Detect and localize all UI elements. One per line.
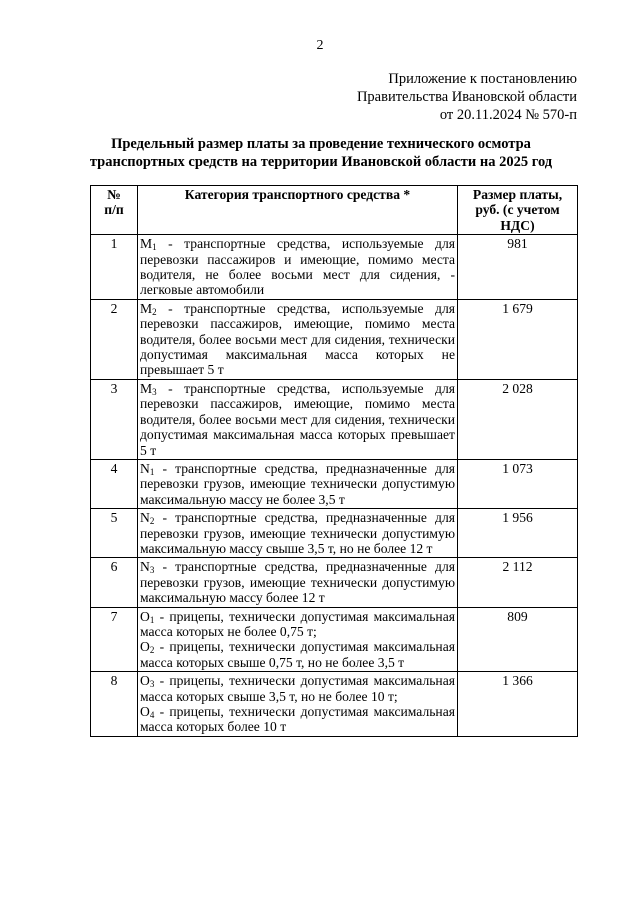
category-code-index: 1	[149, 466, 155, 477]
row-number: 3	[91, 379, 138, 459]
appendix-header	[357, 70, 577, 124]
row-category	[138, 235, 458, 300]
row-number: 5	[91, 509, 138, 558]
row-category	[138, 672, 458, 737]
row-category	[138, 459, 458, 508]
row-price: 2 112	[458, 558, 578, 607]
header-price-line-3: НДС)	[500, 217, 535, 233]
category-description: - транспортные средства, используемые для перевозки пассажиров и имеющие, помимо места водителя, не более восьми мест для сидения, - легковые автомобили	[140, 236, 455, 298]
table-row	[91, 558, 578, 607]
appendix-line-2: Правительства Ивановской области	[356, 89, 577, 105]
row-number: 4	[91, 459, 138, 508]
category-description: - транспортные средства, предназначенные для перевозки грузов, имеющие технически допустимую максимальную массу свыше 3,5 т, но не более 12 т	[140, 510, 455, 556]
category-description: - транспортные средства, используемые для перевозки пассажиров, имеющие, помимо места водителя, более восьми мест для сидения, технически допустимая максимальная масса которых не превышает 5 т	[140, 300, 455, 378]
row-price: 2 028	[458, 379, 578, 459]
row-number: 7	[91, 607, 138, 672]
category-code: M	[140, 300, 153, 316]
category-description: - прицепы, технически допустимая максимальная масса которых не более 0,75 т;	[140, 608, 455, 639]
row-category	[138, 509, 458, 558]
category-code-index: 3	[152, 386, 157, 397]
table-row	[91, 607, 578, 672]
category-code: O	[140, 704, 150, 719]
header-category: Категория транспортного средства *	[138, 186, 458, 235]
category-description: - транспортные средства, предназначенные для перевозки грузов, имеющие технически допустимую максимальную массу более 12 т	[140, 559, 455, 606]
category-paragraph	[140, 236, 455, 298]
category-code-index: 2	[149, 645, 155, 656]
header-price	[458, 186, 578, 235]
category-code-index: 2	[149, 516, 155, 527]
category-paragraph	[140, 510, 455, 556]
category-code-index: 4	[149, 710, 155, 720]
category-description: - прицепы, технически допустимая максимальная масса которых более 10 т	[140, 704, 455, 735]
category-code: O	[140, 608, 150, 624]
tariff-table	[90, 185, 578, 737]
category-code: N	[140, 510, 150, 526]
category-description: - транспортные средства, предназначенные для перевозки грузов, имеющие технически допустимую максимальную массу не более 3,5 т	[140, 460, 455, 507]
category-code-index: 3	[149, 565, 155, 576]
category-description: - прицепы, технически допустимая максимальная масса которых свыше 0,75 т, но не более 3,5 т	[140, 639, 455, 670]
row-price: 1 679	[458, 299, 578, 379]
category-paragraph	[140, 461, 455, 507]
table-row	[91, 379, 578, 459]
row-number: 6	[91, 558, 138, 607]
header-number	[91, 186, 138, 235]
table-row	[91, 672, 578, 737]
row-category	[138, 558, 458, 607]
category-code-index: 1	[149, 614, 155, 625]
title-line-1: Предельный размер платы за проведение технического осмотра	[111, 136, 531, 152]
appendix-line-1: Приложение к постановлению	[388, 71, 577, 87]
row-number: 2	[91, 299, 138, 379]
header-price-line-1: Размер платы,	[472, 187, 563, 202]
table-row	[91, 509, 578, 558]
row-price: 809	[458, 607, 578, 672]
category-paragraph	[140, 559, 455, 605]
category-code: M	[140, 236, 153, 252]
row-number: 1	[91, 235, 138, 300]
header-number-line-1: №	[107, 187, 121, 202]
table-header-row	[91, 186, 578, 235]
row-category	[138, 607, 458, 672]
page-number: 2	[316, 38, 324, 53]
category-code-index: 1	[152, 242, 157, 253]
header-number-line-2: п/п	[104, 202, 124, 218]
category-paragraph	[140, 673, 455, 704]
category-code: M	[140, 380, 153, 396]
category-paragraph	[140, 381, 455, 458]
category-code: O	[140, 673, 150, 689]
category-paragraph	[140, 704, 455, 735]
category-code: N	[140, 559, 150, 575]
table-body	[91, 235, 578, 737]
category-code: N	[140, 460, 150, 476]
row-price: 981	[458, 235, 578, 300]
row-category	[138, 379, 458, 459]
row-price: 1 366	[458, 672, 578, 737]
title-line-2: транспортных средств на территории Ивановской области на 2025 год	[89, 154, 553, 170]
appendix-line-3: от 20.11.2024 № 570-п	[439, 107, 577, 123]
table-row	[91, 459, 578, 508]
table-row	[91, 235, 578, 300]
category-description: - прицепы, технически допустимая максимальная масса которых свыше 3,5 т, но не более 10 т;	[140, 673, 455, 704]
category-code-index: 3	[149, 679, 155, 690]
category-paragraph	[140, 609, 455, 640]
row-price: 1 956	[458, 509, 578, 558]
row-price: 1 073	[458, 459, 578, 508]
category-paragraph	[140, 301, 455, 378]
category-paragraph	[140, 639, 455, 670]
category-description: - транспортные средства, используемые для перевозки пассажиров, имеющие, помимо места водителя, более восьми мест для сидения, технически допустимая максимальная масса которых превышает 5 т	[140, 380, 455, 458]
category-code-index: 2	[152, 306, 157, 317]
header-price-line-2: руб. (с учетом	[475, 202, 560, 218]
table-row	[91, 299, 578, 379]
category-code: O	[140, 639, 150, 655]
row-category	[138, 299, 458, 379]
document-title	[60, 135, 582, 171]
row-number: 8	[91, 672, 138, 737]
